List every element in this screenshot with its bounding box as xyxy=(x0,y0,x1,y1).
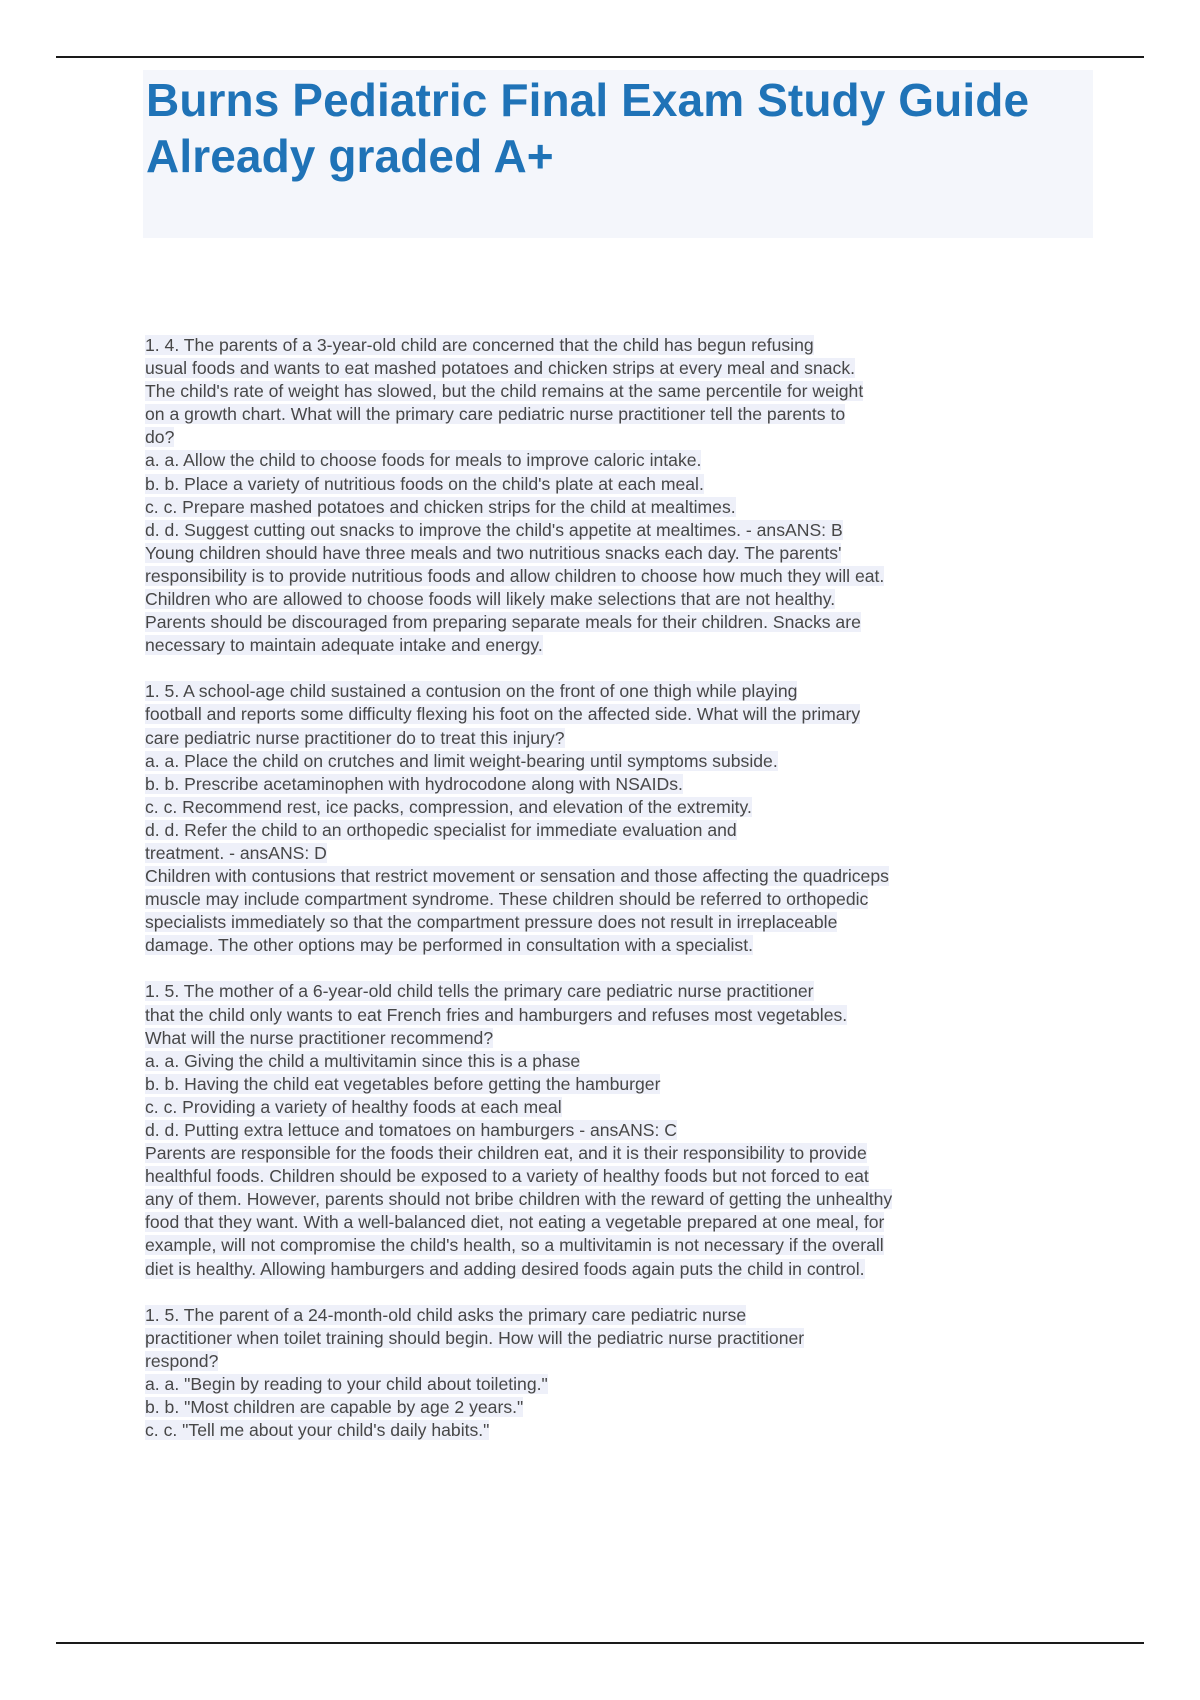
rationale-line: Parents should be discouraged from preparing separate meals for their children. Snacks are xyxy=(145,612,861,633)
question-stem-line-row xyxy=(145,403,1115,426)
rationale-line-row xyxy=(145,1188,1115,1211)
rationale-line: specialists immediately so that the compartment pressure does not result in irreplaceable xyxy=(145,912,838,933)
answer-option-line-row xyxy=(145,496,1115,519)
question-stem-line-row xyxy=(145,380,1115,403)
question-stem-line-row xyxy=(145,703,1115,726)
answer-option-line-row xyxy=(145,1096,1115,1119)
question-stem-line-row xyxy=(145,357,1115,380)
answer-option-line: b. b. Prescribe acetaminophen with hydrocodone along with NSAIDs. xyxy=(145,773,683,794)
rationale-line-row xyxy=(145,588,1115,611)
answer-option-line: d. d. Refer the child to an orthopedic specialist for immediate evaluation and xyxy=(145,819,737,840)
rationale-line: damage. The other options may be performed in consultation with a specialist. xyxy=(145,935,753,956)
rationale-line: responsibility is to provide nutritious foods and allow children to choose how much they will eat. xyxy=(145,565,885,586)
question-block xyxy=(145,334,1115,657)
rationale-line: example, will not compromise the child's health, so a multivitamin is not necessary if the overall xyxy=(145,1235,884,1256)
rationale-line-row xyxy=(145,1142,1115,1165)
title-line-2: Already graded A+ xyxy=(146,130,554,182)
rationale-line-row xyxy=(145,542,1115,565)
question-stem-line: What will the nurse practitioner recommend? xyxy=(145,1027,494,1048)
question-stem-line: 1. 5. A school-age child sustained a contusion on the front of one thigh while playing xyxy=(145,681,798,702)
rationale-line-row xyxy=(145,888,1115,911)
top-rule xyxy=(56,56,1144,58)
answer-option-line: a. a. Place the child on crutches and limit weight-bearing until symptoms subside. xyxy=(145,750,778,771)
question-stem-line: that the child only wants to eat French fries and hamburgers and refuses most vegetables. xyxy=(145,1004,848,1025)
question-stem-line-row xyxy=(145,1004,1115,1027)
answer-option-line-row xyxy=(145,796,1115,819)
rationale-line-row xyxy=(145,611,1115,634)
question-stem-line: usual foods and wants to eat mashed potatoes and chicken strips at every meal and snack. xyxy=(145,358,856,379)
rationale-line-row xyxy=(145,565,1115,588)
rationale-line: diet is healthy. Allowing hamburgers and adding desired foods again puts the child in control. xyxy=(145,1258,865,1279)
answer-option-line-row xyxy=(145,819,1115,842)
answer-option-line: a. a. Giving the child a multivitamin since this is a phase xyxy=(145,1050,581,1071)
question-stem-line-row xyxy=(145,1327,1115,1350)
question-stem-line-row xyxy=(145,680,1115,703)
answer-option-line-row xyxy=(145,1073,1115,1096)
rationale-line: any of them. However, parents should not bribe children with the reward of getting the unhealthy xyxy=(145,1189,893,1210)
question-stem-line-row xyxy=(145,1350,1115,1373)
question-stem-line: 1. 5. The mother of a 6-year-old child tells the primary care pediatric nurse practitioner xyxy=(145,981,814,1002)
title-banner xyxy=(143,70,1093,238)
rationale-line: Children with contusions that restrict movement or sensation and those affecting the quadriceps xyxy=(145,866,889,887)
question-stem-line-row xyxy=(145,334,1115,357)
answer-option-line: c. c. "Tell me about your child's daily habits." xyxy=(145,1420,490,1441)
question-stem-line: respond? xyxy=(145,1350,219,1371)
question-stem-line: The child's rate of weight has slowed, but the child remains at the same percentile for weight xyxy=(145,381,864,402)
answer-option-line-row xyxy=(145,1373,1115,1396)
answer-option-line: b. b. "Most children are capable by age 2 years." xyxy=(145,1397,524,1418)
rationale-line-row xyxy=(145,634,1115,657)
rationale-line: healthful foods. Children should be exposed to a variety of healthy foods but not forced to eat xyxy=(145,1166,869,1187)
rationale-line-row xyxy=(145,934,1115,957)
rationale-line-row xyxy=(145,1258,1115,1281)
answer-option-line: d. d. Suggest cutting out snacks to improve the child's appetite at mealtimes. - ansANS: B xyxy=(145,519,843,540)
question-stem-line: on a growth chart. What will the primary care pediatric nurse practitioner tell the parents to xyxy=(145,404,846,425)
answer-option-line: b. b. Place a variety of nutritious foods on the child's plate at each meal. xyxy=(145,473,704,494)
rationale-line-row xyxy=(145,1234,1115,1257)
answer-option-line-row xyxy=(145,519,1115,542)
answer-option-line-row xyxy=(145,449,1115,472)
answer-option-line-row xyxy=(145,842,1115,865)
question-stem-line-row xyxy=(145,426,1115,449)
question-list xyxy=(145,334,1115,1465)
question-block xyxy=(145,680,1115,957)
rationale-line-row xyxy=(145,911,1115,934)
answer-option-line: b. b. Having the child eat vegetables before getting the hamburger xyxy=(145,1073,661,1094)
document-title xyxy=(146,70,1093,184)
answer-option-line-row xyxy=(145,1050,1115,1073)
rationale-line-row xyxy=(145,1211,1115,1234)
rationale-line-row xyxy=(145,865,1115,888)
question-stem-line: care pediatric nurse practitioner do to treat this injury? xyxy=(145,727,565,748)
question-stem-line-row xyxy=(145,727,1115,750)
question-stem-line-row xyxy=(145,980,1115,1003)
question-stem-line: 1. 5. The parent of a 24-month-old child asks the primary care pediatric nurse xyxy=(145,1304,747,1325)
answer-option-line-row xyxy=(145,1419,1115,1442)
answer-option-line-row xyxy=(145,750,1115,773)
question-stem-line: 1. 4. The parents of a 3-year-old child are concerned that the child has begun refusing xyxy=(145,335,814,355)
question-stem-line-row xyxy=(145,1304,1115,1327)
answer-option-line-row xyxy=(145,1396,1115,1419)
answer-option-line: a. a. "Begin by reading to your child about toileting." xyxy=(145,1373,548,1394)
bottom-rule xyxy=(56,1642,1144,1644)
rationale-line: Parents are responsible for the foods their children eat, and it is their responsibility to provide xyxy=(145,1143,867,1164)
rationale-line: Children who are allowed to choose foods will likely make selections that are not healthy. xyxy=(145,589,836,610)
question-stem-line-row xyxy=(145,1027,1115,1050)
answer-option-line: d. d. Putting extra lettuce and tomatoes on hamburgers - ansANS: C xyxy=(145,1120,678,1140)
question-block xyxy=(145,980,1115,1280)
rationale-line: Young children should have three meals and two nutritious snacks each day. The parents' xyxy=(145,542,842,563)
rationale-line-row xyxy=(145,1165,1115,1188)
question-stem-line: football and reports some difficulty flexing his foot on the affected side. What will the primary xyxy=(145,704,861,725)
rationale-line: muscle may include compartment syndrome. These children should be referred to orthopedic xyxy=(145,889,869,910)
question-block xyxy=(145,1304,1115,1443)
answer-option-line: c. c. Recommend rest, ice packs, compression, and elevation of the extremity. xyxy=(145,796,752,817)
answer-option-line: treatment. - ansANS: D xyxy=(145,842,327,863)
answer-option-line-row xyxy=(145,473,1115,496)
answer-option-line-row xyxy=(145,1119,1115,1142)
question-stem-line: do? xyxy=(145,427,175,448)
answer-option-line: c. c. Prepare mashed potatoes and chicken strips for the child at mealtimes. xyxy=(145,496,736,517)
rationale-line: necessary to maintain adequate intake and energy. xyxy=(145,635,543,656)
title-line-1: Burns Pediatric Final Exam Study Guide xyxy=(146,74,1030,126)
answer-option-line: a. a. Allow the child to choose foods for meals to improve caloric intake. xyxy=(145,450,702,471)
rationale-line: food that they want. With a well-balanced diet, not eating a vegetable prepared at one meal, for xyxy=(145,1212,885,1233)
answer-option-line: c. c. Providing a variety of healthy foods at each meal xyxy=(145,1096,562,1117)
answer-option-line-row xyxy=(145,773,1115,796)
question-stem-line: practitioner when toilet training should begin. How will the pediatric nurse practitioner xyxy=(145,1327,805,1348)
